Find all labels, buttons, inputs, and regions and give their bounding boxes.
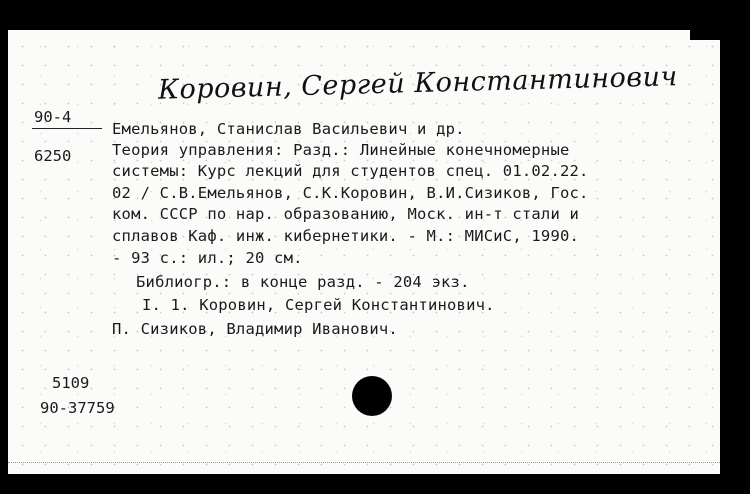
card-edge-notch	[690, 30, 720, 40]
punch-hole	[352, 376, 392, 416]
card-bottom-edge	[8, 462, 720, 463]
catalog-card	[8, 30, 720, 474]
card-text-line: 02 / С.В.Емельянов, С.К.Коровин, В.И.Сизиков, Гос.	[112, 184, 589, 202]
card-text-line: Теория управления: Разд.: Линейные конечномерные	[112, 141, 570, 159]
call-number-divider	[32, 128, 102, 129]
call-number-bottom: 6250	[34, 147, 72, 165]
card-text-line: Библиогр.: в конце разд. - 204 экз.	[136, 273, 470, 291]
card-text-line: - 93 с.: ил.; 20 см.	[112, 249, 303, 267]
card-text-line: Емельянов, Станислав Васильевич и др.	[112, 120, 465, 138]
footer-number-2: 90-37759	[40, 399, 115, 417]
card-text-line: П. Сизиков, Владимир Иванович.	[112, 320, 398, 338]
call-number-top: 90-4	[34, 108, 72, 126]
footer-number-1: 5109	[52, 374, 90, 392]
card-text-line: ком. СССР по нар. образованию, Моск. ин-т стали и	[112, 205, 580, 223]
card-text-line: системы: Курс лекций для студентов спец. 01.02.22.	[112, 162, 589, 180]
card-text-line: сплавов Каф. инж. кибернетики. - М.: МИСиС, 1990.	[112, 227, 580, 245]
card-text-line: I. 1. Коровин, Сергей Константинович.	[142, 296, 495, 314]
handwritten-heading: Коровин, Сергей Константинович	[157, 61, 679, 106]
